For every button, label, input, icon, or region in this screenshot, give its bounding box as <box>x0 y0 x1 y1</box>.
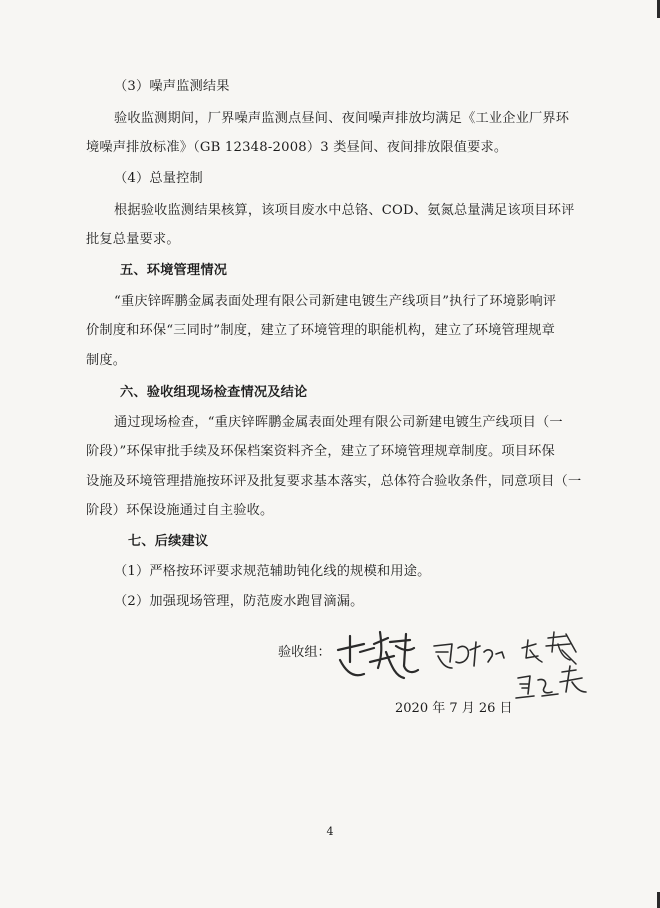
acceptance-group-label: 验收组： <box>278 645 331 660</box>
paragraph-line: 价制度和环保“三同时”制度，建立了环境管理的职能机构，建立了环境管理规章 <box>86 323 556 338</box>
section-seven-heading: 七、后续建议 <box>128 534 209 549</box>
subsection-total-control-title: （4）总量控制 <box>114 171 203 186</box>
sign-date: 2020 年 7 月 26 日 <box>395 701 513 716</box>
signature-4 <box>516 666 586 698</box>
paragraph-line: 设施及环境管理措施按环评及批复要求基本落实，总体符合验收条件，同意项目（一 <box>86 474 582 489</box>
suggestion-item-1: （1）严格按环评要求规范辅助钝化线的规模和用途。 <box>114 564 431 579</box>
paragraph-line: 批复总量要求。 <box>86 232 180 247</box>
subsection-noise-title: （3）噪声监测结果 <box>114 79 230 94</box>
paragraph-line: “重庆锌晖鹏金属表面处理有限公司新建电镀生产线项目”执行了环境影响评 <box>114 294 557 309</box>
paragraph-line: 境噪声排放标准》（GB 12348-2008）3 类昼间、夜间排放限值要求。 <box>86 140 508 155</box>
handwritten-signatures <box>330 622 600 712</box>
suggestion-item-2: （2）加强现场管理，防范废水跑冒滴漏。 <box>114 594 364 609</box>
section-six-heading: 六、验收组现场检查情况及结论 <box>120 385 308 400</box>
section-five-heading: 五、环境管理情况 <box>120 263 228 278</box>
paragraph-line: 验收监测期间，厂界噪声监测点昼间、夜间噪声排放均满足《工业企业厂界环 <box>114 111 570 126</box>
signature-2 <box>434 642 504 668</box>
paragraph-line: 根据验收监测结果核算，该项目废水中总铬、COD、氨氮总量满足该项目环评 <box>114 203 575 218</box>
paragraph-line: 制度。 <box>86 353 127 368</box>
paragraph-line: 通过现场检查，“重庆锌晖鹏金属表面处理有限公司新建电镀生产线项目（一 <box>114 415 563 430</box>
signature-1 <box>338 632 418 678</box>
paragraph-line: 阶段）”环保审批手续及环保档案资料齐全，建立了环境管理规章制度。项目环保 <box>86 444 555 459</box>
paragraph-line: 阶段）环保设施通过自主验收。 <box>86 503 274 518</box>
page-number: 4 <box>326 825 334 838</box>
signature-3 <box>522 632 576 664</box>
